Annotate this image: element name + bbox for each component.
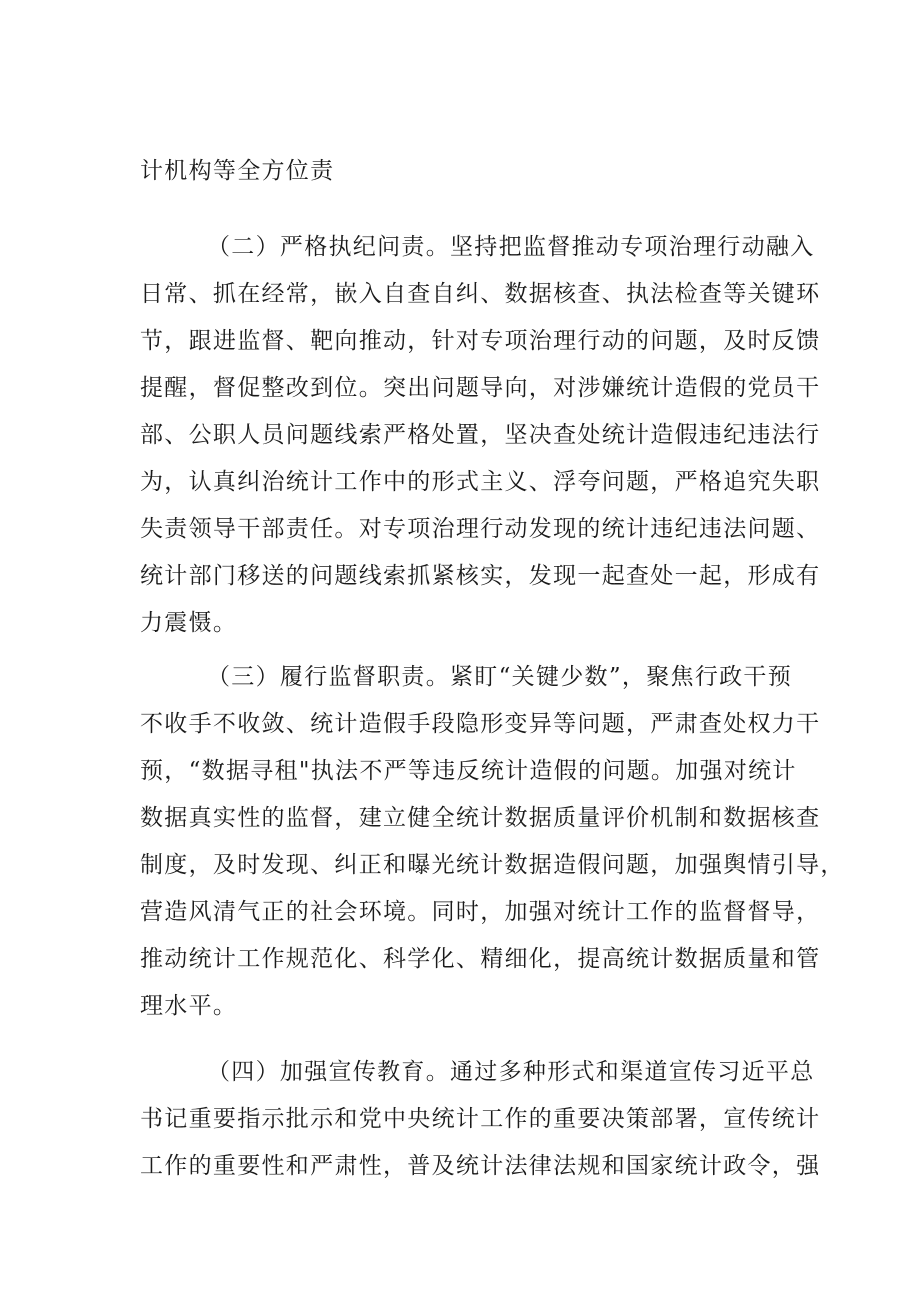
text-line: 日常、抓在经常，嵌入自查自纠、数据核查、执法检查等关键环 [140,281,821,307]
text-line: 力震慑。 [140,610,238,636]
text-line: （四）加强宣传教育。通过多种形式和渠道宣传习近平总 [207,1059,815,1085]
text-line: 统计部门移送的问题线索抓紧核实，发现一起查处一起，形成有 [140,563,821,589]
text-line: 工作的重要性和严肃性，普及统计法律法规和国家统计政令，强 [140,1153,821,1179]
text-line: 制度，及时发现、纠正和曝光统计数据造假问题，加强舆情引导， [140,852,845,878]
paragraph-strict-accountability [140,224,821,647]
text-line: 节，跟进监督、靶向推动，针对专项治理行动的问题，及时反馈 [140,328,821,354]
continuation-line [140,148,790,195]
text-line: 失责领导干部责任。对专项治理行动发现的统计违纪违法问题、 [140,516,821,542]
text-line: 书记重要指示批示和党中央统计工作的重要决策部署，宣传统计 [140,1106,821,1132]
paragraph-publicity-education [140,1049,821,1190]
text-line: 推动统计工作规范化、科学化、精细化，提高统计数据质量和管 [140,946,821,972]
text-line: 不收手不收敛、统计造假手段隐形变异等问题，严肃查处权力干 [140,711,821,737]
text-line: 提醒，督促整改到位。突出问题导向，对涉嫌统计造假的党员干 [140,375,821,401]
text-line: （三）履行监督职责。紧盯“关键少数”，聚焦行政干预 [207,664,793,690]
text-line: 为，认真纠治统计工作中的形式主义、浮夸问题，严格追究失职 [140,469,821,495]
text-line: 理水平。 [140,993,238,1019]
text-line: 数据真实性的监督，建立健全统计数据质量评价机制和数据核查 [140,805,821,831]
text-line: 部、公职人员问题线索严格处置，坚决查处统计造假违纪违法行 [140,422,821,448]
text-line: （二）严格执纪问责。坚持把监督推动专项治理行动融入 [207,234,815,260]
text-line: 营造风清气正的社会环境。同时，加强对统计工作的监督督导， [140,899,821,925]
paragraph-supervision-duty [140,654,845,1030]
text-line: 计机构等全方位责 [140,158,335,184]
text-line: 预，“数据寻租"执法不严等违反统计造假的问题。加强对统计 [140,758,797,784]
